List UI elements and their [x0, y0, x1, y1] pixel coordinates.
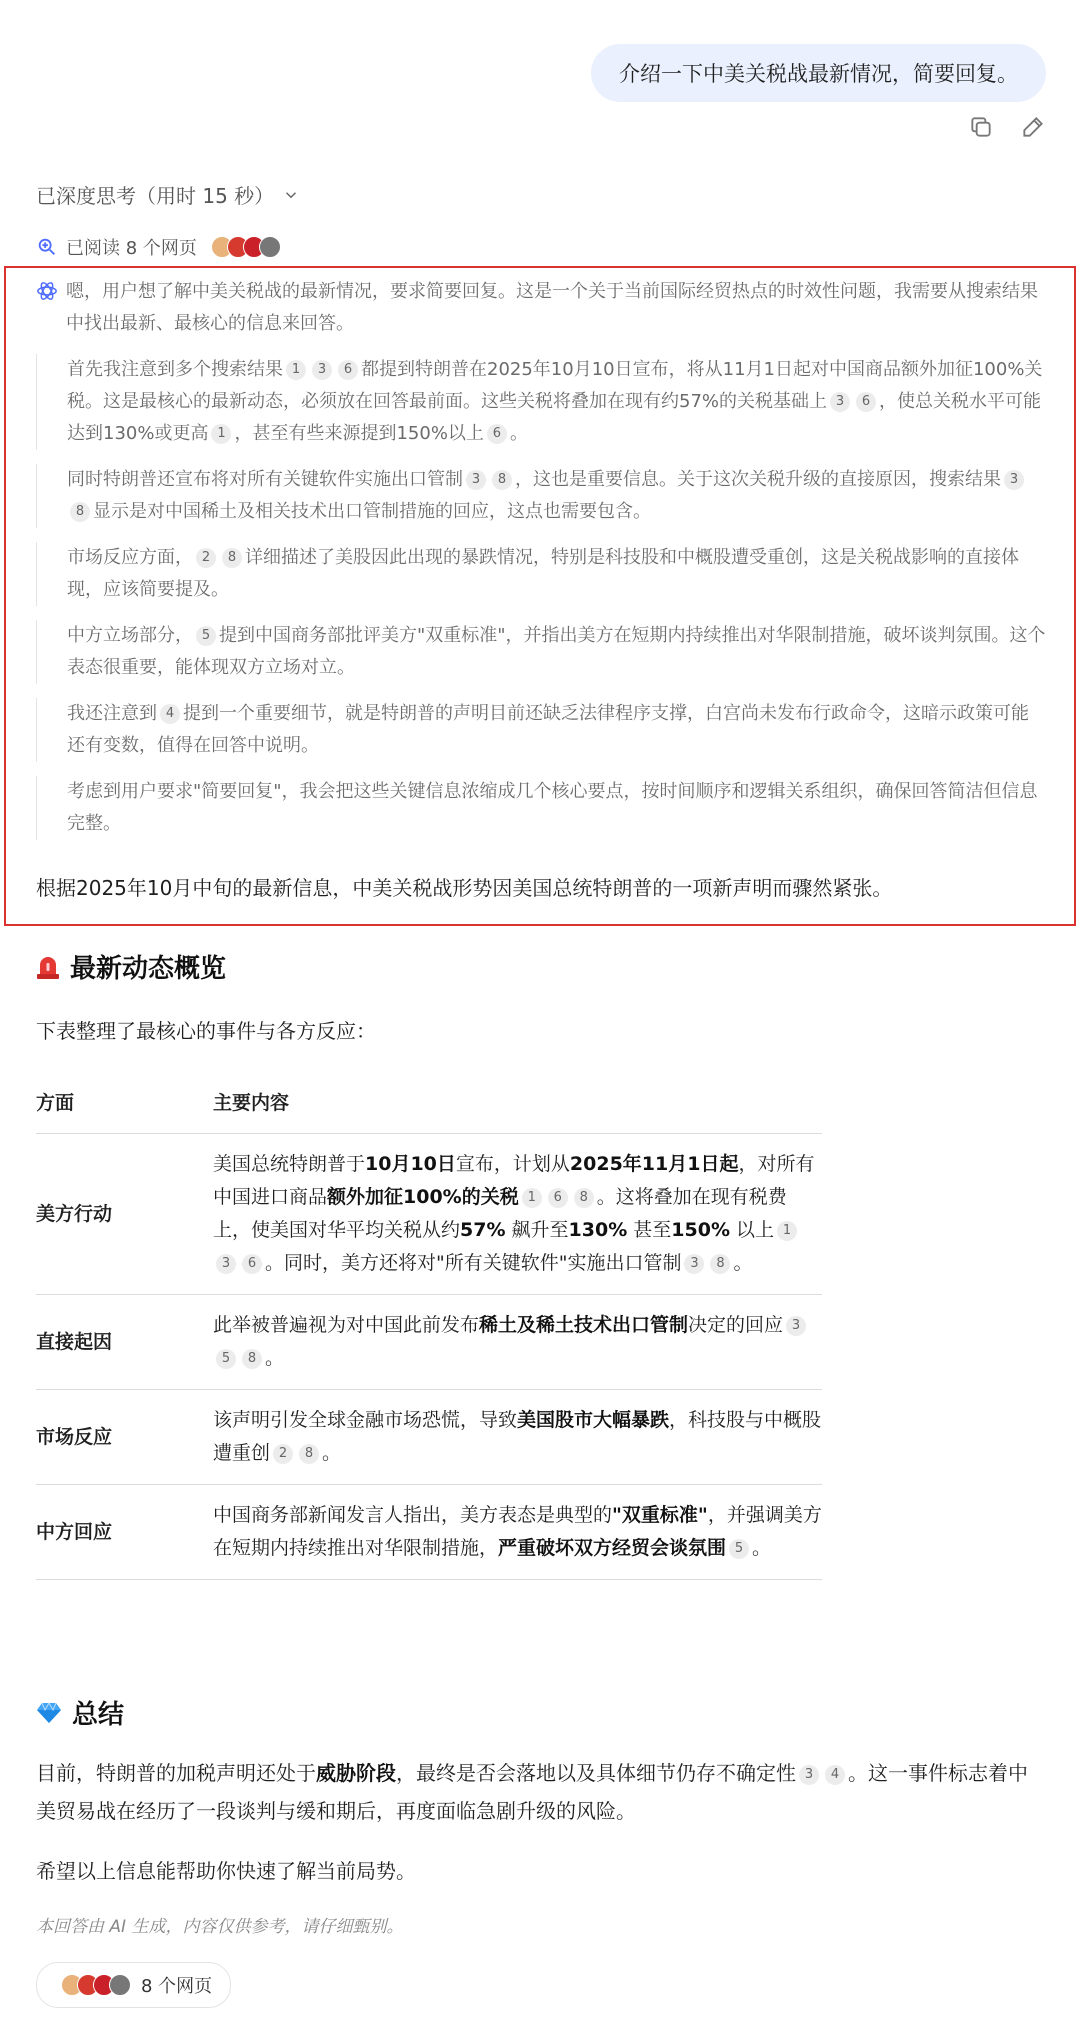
text-segment: 该声明引发全球金融市场恐慌，导致	[213, 1409, 518, 1431]
citation-badge[interactable]: 1	[777, 1221, 797, 1241]
search-read-icon	[36, 236, 58, 258]
user-message-bubble	[591, 44, 1046, 102]
section-heading-overview	[36, 948, 226, 985]
thinking-paragraph	[36, 276, 1046, 340]
thinking-paragraph	[36, 698, 1046, 762]
citation-badge[interactable]: 8	[242, 1349, 262, 1369]
thinking-header: 已深度思考（用时 15 秒）	[36, 184, 275, 208]
bold-text: 130%	[568, 1219, 628, 1241]
summary-paragraph	[36, 1754, 1046, 1830]
text-segment: ，甚至有些来源提到150%以上	[234, 423, 484, 444]
citation-badge[interactable]: 3	[830, 392, 850, 412]
user-message-text: 介绍一下中美关税战最新情况，简要回复。	[619, 62, 1018, 86]
text-segment: 中方立场部分，	[67, 625, 193, 646]
favicon	[109, 1974, 131, 1996]
table-row	[36, 1390, 822, 1485]
citation-badge[interactable]: 3	[466, 470, 486, 490]
citation-badge[interactable]: 8	[492, 470, 512, 490]
citation-badge[interactable]: 8	[222, 548, 242, 568]
bold-text: 美国股市大幅暴跌	[517, 1409, 670, 1431]
table-row	[36, 1485, 822, 1580]
citation-badge[interactable]: 2	[273, 1444, 293, 1464]
text-segment: 希望以上信息能帮助你快速了解当前局势。	[36, 1859, 416, 1883]
table-row	[36, 1134, 822, 1295]
chevron-down-icon	[282, 186, 300, 204]
text-segment: ，对所有中国进口商品	[213, 1153, 815, 1208]
thinking-paragraph	[36, 354, 1046, 450]
table-cell-content	[213, 1485, 822, 1580]
citation-badge[interactable]: 5	[729, 1539, 749, 1559]
bold-text: 10月10日	[365, 1153, 456, 1175]
citation-badge[interactable]: 3	[1004, 470, 1024, 490]
text-segment: 都提到特朗普在2025年10月10日宣布，将从11月1日起对中国商品额外加征100%关税。这是最核心的最新动态，必须放在回答最前面。这些关税将叠加在现有约57%的关税基础上	[67, 359, 1043, 412]
text-segment: 此举被普遍视为对中国此前发布	[213, 1314, 480, 1336]
thinking-paragraph	[36, 542, 1046, 606]
citation-badge[interactable]: 4	[160, 704, 180, 724]
citation-badge[interactable]: 8	[710, 1254, 730, 1274]
text-segment: 。这一事件标志着中美贸易战在经历了一段谈判与缓和期后，再度面临急剧升级的风险。	[36, 1761, 1028, 1823]
text-segment: 显示是对中国稀土及相关技术出口管制措施的回应，这点也需要包含。	[93, 501, 651, 522]
citation-badge[interactable]: 3	[786, 1316, 806, 1336]
source-favicons	[61, 1974, 131, 1996]
text-segment: 考虑到用户要求"简要回复"，我会把这些关键信息浓缩成几个核心要点，按时间顺序和逻辑关系组织，确保回答简洁但信息完整。	[67, 781, 1038, 834]
text-segment: ，并强调美方在短期内持续推出对华限制措施，	[213, 1504, 822, 1559]
text-segment: ，使总关税水平可能达到130%或更高	[67, 391, 1042, 444]
text-segment: 美国总统特朗普于	[213, 1153, 366, 1175]
citation-badge[interactable]: 6	[856, 392, 876, 412]
citation-badge[interactable]: 8	[70, 502, 90, 522]
text-segment: 决定的回应	[688, 1314, 784, 1336]
text-segment: 飙升至	[505, 1219, 569, 1241]
bold-text: 150%	[671, 1219, 730, 1241]
thinking-paragraph	[36, 620, 1046, 684]
text-segment: 目前，特朗普的加税声明还处于	[36, 1761, 316, 1785]
text-segment: 甚至	[627, 1219, 672, 1241]
text-segment: 。	[265, 1347, 285, 1369]
text-segment: 市场反应方面，	[67, 547, 193, 568]
thinking-paragraph	[36, 776, 1046, 840]
sources-label: 8 个网页	[141, 1976, 213, 1997]
source-favicons	[211, 236, 281, 258]
thinking-toggle[interactable]	[36, 180, 300, 209]
bold-text: "双重标准"	[612, 1504, 708, 1526]
citation-badge[interactable]: 6	[338, 360, 358, 380]
citation-badge[interactable]: 5	[216, 1349, 236, 1369]
text-segment: 以上	[730, 1219, 775, 1241]
text-segment: 宣布，计划从	[455, 1153, 570, 1175]
section-title: 总结	[72, 1700, 125, 1730]
bold-text: 威胁阶段	[316, 1761, 396, 1785]
citation-badge[interactable]: 1	[211, 424, 231, 444]
citation-badge[interactable]: 4	[825, 1765, 845, 1785]
table-cell-content	[213, 1390, 822, 1485]
bold-text: 2025年11月1日起	[569, 1153, 739, 1175]
answer-lead: 根据2025年10月中旬的最新信息，中美关税战形势因美国总统特朗普的一项新声明而骤然紧张。	[36, 876, 893, 900]
citation-badge[interactable]: 5	[196, 626, 216, 646]
thinking-content	[36, 276, 1046, 854]
text-segment: 。	[509, 423, 528, 444]
text-segment: 。这将叠加在现有税费上，使美国对华平均关税从约	[213, 1186, 787, 1241]
citation-badge[interactable]: 2	[196, 548, 216, 568]
text-segment: 提到一个重要细节，就是特朗普的声明目前还缺乏法律程序支撑，白宫尚未发布行政命令，这暗示政策可能还有变数，值得在回答中说明。	[67, 703, 1029, 756]
text-segment: 。	[752, 1537, 772, 1559]
citation-badge[interactable]: 8	[574, 1188, 594, 1208]
text-segment: 。	[733, 1252, 753, 1274]
table-cell-content	[213, 1134, 822, 1295]
table-header-aspect: 方面	[36, 1070, 213, 1134]
table-cell-aspect: 市场反应	[36, 1390, 213, 1485]
text-segment: 。同时，美方还将对"所有关键软件"实施出口管制	[265, 1252, 682, 1274]
table-cell-aspect: 中方回应	[36, 1485, 213, 1580]
bold-text: 57%	[460, 1219, 506, 1241]
text-segment: 同时特朗普还宣布将对所有关键软件实施出口管制	[67, 469, 463, 490]
gem-icon	[36, 1702, 62, 1724]
citation-badge[interactable]: 3	[216, 1254, 236, 1274]
citation-badge[interactable]: 6	[487, 424, 507, 444]
table-cell-aspect: 直接起因	[36, 1295, 213, 1390]
text-segment: 首先我注意到多个搜索结果	[67, 359, 283, 380]
citation-badge[interactable]: 8	[299, 1444, 319, 1464]
bold-text: 严重破坏双方经贸会谈氛围	[498, 1537, 727, 1559]
text-segment: 我还注意到	[67, 703, 157, 724]
ai-disclaimer: 本回答由 AI 生成，内容仅供参考，请仔细甄别。	[36, 1917, 404, 1937]
text-segment: 中国商务部新闻发言人指出，美方表态是典型的	[213, 1504, 613, 1526]
sources-button[interactable]	[36, 1962, 231, 2008]
bold-text: 稀土及稀土技术出口管制	[479, 1314, 689, 1336]
read-label: 已阅读 8 个网页	[66, 238, 197, 259]
message-actions	[968, 114, 1046, 140]
table-cell-content	[213, 1295, 822, 1390]
text-segment: ，最终是否会落地以及具体细节仍存不确定性	[396, 1761, 796, 1785]
favicon	[259, 236, 281, 258]
summary-table	[36, 1070, 822, 1580]
text-segment: 详细描述了美股因此出现的暴跌情况，特别是科技股和中概股遭受重创，这是关税战影响的直接体现，应该简要提及。	[67, 547, 1019, 600]
table-row	[36, 1295, 822, 1390]
citation-badge[interactable]: 3	[312, 360, 332, 380]
copy-icon[interactable]	[968, 114, 994, 140]
siren-icon	[36, 954, 60, 980]
section-heading-summary	[36, 1694, 124, 1731]
table-cell-aspect: 美方行动	[36, 1134, 213, 1295]
text-segment: 嗯，用户想了解中美关税战的最新情况，要求简要回复。这是一个关于当前国际经贸热点的时效性问题，我需要从搜索结果中找出最新、最核心的信息来回答。	[66, 281, 1038, 334]
text-segment: ，这也是重要信息。关于这次关税升级的直接原因，搜索结果	[515, 469, 1001, 490]
section-intro: 下表整理了最核心的事件与各方反应：	[36, 1019, 376, 1043]
table-header-content: 主要内容	[213, 1070, 822, 1134]
text-segment: 提到中国商务部批评美方"双重标准"，并指出美方在短期内持续推出对华限制措施，破坏谈判氛围。这个表态很重要，能体现双方立场对立。	[67, 625, 1046, 678]
citation-badge[interactable]: 1	[522, 1188, 542, 1208]
summary-paragraph	[36, 1852, 1046, 1890]
edit-icon[interactable]	[1020, 114, 1046, 140]
thinking-paragraph	[36, 464, 1046, 528]
citation-badge[interactable]: 1	[286, 360, 306, 380]
bold-text: 额外加征100%的关税	[327, 1186, 519, 1208]
citation-badge[interactable]: 6	[548, 1188, 568, 1208]
citation-badge[interactable]: 3	[684, 1254, 704, 1274]
text-segment: 。	[322, 1442, 342, 1464]
sources-read-row[interactable]	[36, 234, 281, 260]
table-header-row	[36, 1070, 822, 1134]
section-title: 最新动态概览	[70, 954, 227, 984]
text-segment: ，科技股与中概股遭重创	[213, 1409, 822, 1464]
citation-badge[interactable]: 6	[242, 1254, 262, 1274]
citation-badge[interactable]: 3	[799, 1765, 819, 1785]
